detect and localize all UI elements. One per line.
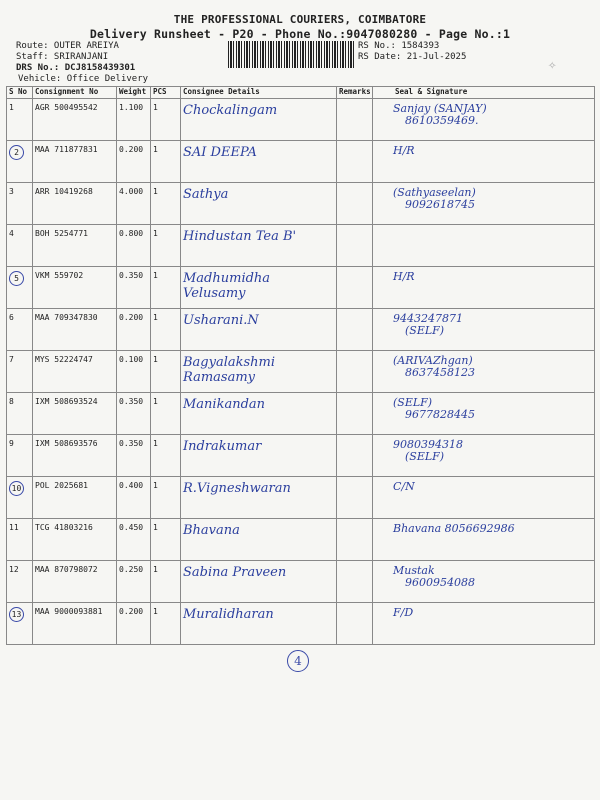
row-consignee [181, 225, 337, 267]
table-row [7, 561, 595, 603]
row-pcs [151, 519, 181, 561]
row-pcs [151, 603, 181, 645]
row-weight [117, 477, 151, 519]
row-consignment [33, 99, 117, 141]
row-consignment-text: IXM 508693576 [35, 439, 98, 448]
row-consignment [33, 267, 117, 309]
row-weight [117, 183, 151, 225]
row-consignee [181, 267, 337, 309]
row-pcs [151, 393, 181, 435]
row-sno-text: 8 [9, 397, 14, 406]
row-consignment [33, 477, 117, 519]
row-sno-text: 12 [9, 565, 19, 574]
row-signature [373, 477, 595, 519]
runsheet-subtitle: Delivery Runsheet - P20 - Phone No.:9047080280 - Page No.:1 [89, 27, 511, 41]
row-pcs-text: 1 [153, 397, 158, 406]
row-consignment-text: MAA 711877831 [35, 145, 98, 154]
row-sno [7, 351, 33, 393]
row-weight [117, 519, 151, 561]
row-consignee [181, 141, 337, 183]
row-sno-text: 2 [9, 145, 24, 160]
row-sno-text: 5 [9, 271, 24, 286]
row-remarks [337, 477, 373, 519]
row-consignment [33, 351, 117, 393]
row-consignment [33, 309, 117, 351]
row-signature [373, 141, 595, 183]
row-consignee [181, 519, 337, 561]
row-consignment [33, 561, 117, 603]
row-consignee-text: SAI DEEPA [183, 145, 257, 160]
row-signature [373, 267, 595, 309]
runsheet-table [6, 86, 595, 645]
row-sno [7, 309, 33, 351]
row-weight-text: 0.250 [119, 565, 144, 574]
signature-line-1: (SELF) [393, 396, 433, 409]
row-weight-text: 0.350 [119, 439, 144, 448]
row-consignment-text: AGR 500495542 [35, 103, 98, 112]
row-consignment-text: IXM 508693524 [35, 397, 98, 406]
table-row [7, 435, 595, 477]
row-consignment [33, 393, 117, 435]
row-signature [373, 603, 595, 645]
row-consignee [181, 477, 337, 519]
row-sno [7, 225, 33, 267]
row-pcs [151, 141, 181, 183]
row-pcs [151, 435, 181, 477]
signature-line-2: 9600954088 [405, 576, 475, 589]
row-signature [373, 561, 595, 603]
row-sno-text: 4 [9, 229, 14, 238]
row-remarks [337, 603, 373, 645]
row-sno-text: 1 [9, 103, 14, 112]
drs-label: DRS No.: DCJ8158439301 [16, 63, 136, 73]
row-sno [7, 183, 33, 225]
row-consignee-text: Indrakumar [183, 439, 262, 454]
signature-line-1: 9443247871 [393, 312, 463, 325]
row-sno-text: 3 [9, 187, 14, 196]
row-consignee [181, 561, 337, 603]
signature-line-1: Sanjay (SANJAY) [393, 102, 487, 115]
row-pcs [151, 561, 181, 603]
row-sno-text: 10 [9, 481, 24, 496]
row-signature [373, 183, 595, 225]
row-sno-text: 13 [9, 607, 24, 622]
row-remarks [337, 435, 373, 477]
row-consignee [181, 99, 337, 141]
row-consignment [33, 141, 117, 183]
row-sno [7, 519, 33, 561]
staff-label: Staff: SRIRANJANI [16, 52, 109, 62]
sparkle-icon: ✧ [548, 57, 557, 73]
row-weight [117, 351, 151, 393]
row-sno [7, 477, 33, 519]
row-sno-text: 6 [9, 313, 14, 322]
signature-line-2: (SELF) [405, 324, 445, 337]
row-pcs-text: 1 [153, 187, 158, 196]
row-pcs-text: 1 [153, 229, 158, 238]
row-consignment-text: TCG 41803216 [35, 523, 93, 532]
vehicle-label: Vehicle: Office Delivery [18, 74, 149, 84]
row-signature [373, 225, 595, 267]
row-signature [373, 393, 595, 435]
row-weight-text: 4.000 [119, 187, 144, 196]
table-row [7, 267, 595, 309]
signature-line-1: (ARIVAZhgan) [393, 354, 473, 367]
row-consignment-text: BOH 5254771 [35, 229, 88, 238]
row-consignment [33, 183, 117, 225]
row-consignee-text: Usharani.N [183, 313, 259, 328]
row-sno [7, 99, 33, 141]
row-consignment-text: ARR 10419268 [35, 187, 93, 196]
row-weight-text: 0.200 [119, 313, 144, 322]
row-consignee-text: Chockalingam [183, 103, 278, 118]
row-pcs-text: 1 [153, 481, 158, 490]
row-weight [117, 267, 151, 309]
table-row [7, 141, 595, 183]
row-signature [373, 351, 595, 393]
route-label: Route: OUTER AREIYA [16, 41, 119, 51]
row-consignee [181, 309, 337, 351]
row-sno [7, 267, 33, 309]
row-weight-text: 0.350 [119, 397, 144, 406]
page-mark: 4 [287, 650, 309, 672]
col-remarks: Remarks [337, 87, 373, 99]
signature-line-2: 9092618745 [405, 198, 475, 211]
col-consignee: Consignee Details [181, 87, 337, 99]
row-pcs-text: 1 [153, 607, 158, 616]
row-weight-text: 0.350 [119, 271, 144, 280]
col-pcs: PCS [151, 87, 181, 99]
row-pcs-text: 1 [153, 355, 158, 364]
row-consignee-text: Bhavana [183, 523, 240, 538]
row-pcs-text: 1 [153, 145, 158, 154]
table-row [7, 309, 595, 351]
row-weight-text: 0.450 [119, 523, 144, 532]
row-consignee-text: Madhumidha Velusamy [183, 271, 271, 301]
row-pcs-text: 1 [153, 439, 158, 448]
row-consignee-text: Hindustan Tea B' [183, 229, 297, 244]
row-consignment-text: MAA 709347830 [35, 313, 98, 322]
row-consignee-text: Manikandan [183, 397, 266, 412]
table-row [7, 183, 595, 225]
signature-line-1: Mustak [393, 564, 435, 577]
row-weight [117, 561, 151, 603]
rs-no-label: RS No.: 1584393 [358, 41, 440, 51]
signature-line-2: 9677828445 [405, 408, 475, 421]
signature-line-1: F/D [393, 606, 414, 619]
row-signature [373, 309, 595, 351]
row-consignee-text: Sathya [183, 187, 229, 202]
row-weight-text: 0.400 [119, 481, 144, 490]
row-signature [373, 435, 595, 477]
barcode [228, 41, 354, 68]
row-consignee-text: R.Vigneshwaran [183, 481, 291, 496]
row-consignee [181, 603, 337, 645]
table-row [7, 477, 595, 519]
table-row [7, 603, 595, 645]
row-consignment-text: MAA 9000093881 [35, 607, 103, 616]
row-consignee-text: Bagyalakshmi Ramasamy [183, 355, 276, 385]
row-consignment-text: POL 2025681 [35, 481, 88, 490]
row-consignee [181, 183, 337, 225]
row-weight [117, 603, 151, 645]
signature-line-2: (SELF) [405, 450, 445, 463]
row-remarks [337, 267, 373, 309]
rs-date-label: RS Date: 21-Jul-2025 [358, 52, 467, 62]
table-row [7, 351, 595, 393]
table-header-row [7, 87, 595, 99]
row-weight [117, 141, 151, 183]
row-sno-text: 7 [9, 355, 14, 364]
row-pcs-text: 1 [153, 103, 158, 112]
row-signature [373, 99, 595, 141]
row-weight-text: 0.100 [119, 355, 144, 364]
table-row [7, 225, 595, 267]
signature-line-1: C/N [393, 480, 415, 493]
row-pcs-text: 1 [153, 565, 158, 574]
row-consignment-text: VKM 559702 [35, 271, 84, 280]
company-title: THE PROFESSIONAL COURIERS, COIMBATORE [173, 13, 427, 26]
row-remarks [337, 99, 373, 141]
row-pcs [151, 477, 181, 519]
row-consignment [33, 225, 117, 267]
row-sno-text: 11 [9, 523, 19, 532]
row-pcs [151, 267, 181, 309]
col-consignment: Consignment No [33, 87, 117, 99]
row-remarks [337, 351, 373, 393]
col-signature: Seal & Signature [373, 87, 595, 99]
row-sno [7, 561, 33, 603]
row-consignment-text: MAA 870798072 [35, 565, 98, 574]
row-weight-text: 0.200 [119, 145, 144, 154]
signature-line-1: 9080394318 [393, 438, 463, 451]
row-pcs [151, 351, 181, 393]
table-row [7, 99, 595, 141]
signature-line-1: (Sathyaseelan) [393, 186, 476, 199]
row-consignee-text: Sabina Praveen [183, 565, 287, 580]
row-remarks [337, 309, 373, 351]
row-pcs-text: 1 [153, 313, 158, 322]
col-weight: Weight [117, 87, 151, 99]
row-pcs [151, 225, 181, 267]
row-weight [117, 225, 151, 267]
row-sno [7, 603, 33, 645]
row-consignment [33, 603, 117, 645]
signature-line-1: H/R [393, 270, 415, 283]
col-sno: S No [7, 87, 33, 99]
row-consignment-text: MYS 52224747 [35, 355, 93, 364]
signature-line-1: Bhavana 8056692986 [393, 522, 515, 535]
signature-line-2: 8637458123 [405, 366, 475, 379]
row-sno [7, 141, 33, 183]
row-weight [117, 309, 151, 351]
row-weight [117, 393, 151, 435]
row-consignment [33, 435, 117, 477]
row-remarks [337, 561, 373, 603]
row-sno [7, 435, 33, 477]
row-weight-text: 0.800 [119, 229, 144, 238]
row-sno [7, 393, 33, 435]
row-consignee-text: Muralidharan [183, 607, 274, 622]
row-remarks [337, 141, 373, 183]
row-pcs [151, 99, 181, 141]
row-signature [373, 519, 595, 561]
row-pcs [151, 183, 181, 225]
row-pcs-text: 1 [153, 271, 158, 280]
row-consignee [181, 393, 337, 435]
row-weight-text: 0.200 [119, 607, 144, 616]
row-consignment [33, 519, 117, 561]
table-row [7, 393, 595, 435]
row-remarks [337, 225, 373, 267]
row-pcs-text: 1 [153, 523, 158, 532]
row-consignee [181, 351, 337, 393]
row-weight [117, 99, 151, 141]
row-remarks [337, 519, 373, 561]
row-remarks [337, 393, 373, 435]
table-row [7, 519, 595, 561]
row-weight-text: 1.100 [119, 103, 144, 112]
signature-line-2: 8610359469. [405, 114, 479, 127]
row-consignee [181, 435, 337, 477]
row-sno-text: 9 [9, 439, 14, 448]
row-pcs [151, 309, 181, 351]
row-remarks [337, 183, 373, 225]
row-weight [117, 435, 151, 477]
signature-line-1: H/R [393, 144, 415, 157]
